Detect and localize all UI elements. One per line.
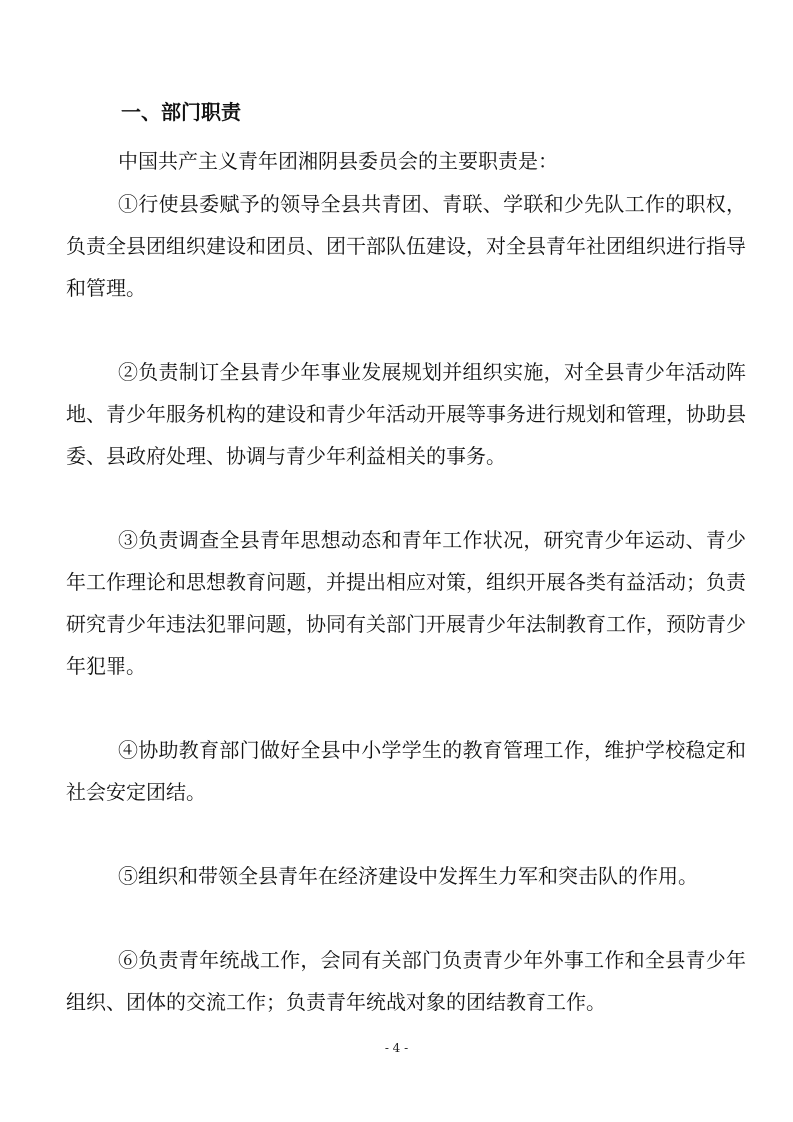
duty-paragraph-5: ⑤组织和带领全县青年在经济建设中发挥生力军和突击队的作用。 (118, 864, 698, 888)
duty-paragraph-6: ⑥负责青年统战工作，会同有关部门负责青少年外事工作和全县青少年组织、团体的交流工作；负责青年统战对象的团结教育工作。 (66, 948, 746, 1014)
duty-paragraph-2: ②负责制订全县青少年事业发展规划并组织实施，对全县青少年活动阵地、青少年服务机构的建设和青少年活动开展等事务进行规划和管理，协助县委、县政府处理、协调与青少年利益相关的事务。 (66, 360, 746, 468)
section-heading: 一、部门职责 (121, 100, 241, 124)
intro-paragraph: 中国共产主义青年团湘阴县委员会的主要职责是： (118, 149, 558, 173)
duty-paragraph-4: ④协助教育部门做好全县中小学学生的教育管理工作，维护学校稳定和社会安定团结。 (66, 738, 746, 804)
page-number: - 4 - (384, 1041, 409, 1055)
duty-paragraph-3: ③负责调查全县青年思想动态和青年工作状况，研究青少年运动、青少年工作理论和思想教育问题，并提出相应对策，组织开展各类有益活动；负责研究青少年违法犯罪问题，协同有关部门开展青少年法制教育工作，预防青少年犯罪。 (66, 528, 746, 678)
duty-paragraph-1: ①行使县委赋予的领导全县共青团、青联、学联和少先队工作的职权，负责全县团组织建设和团员、团干部队伍建设，对全县青年社团组织进行指导和管理。 (66, 192, 746, 300)
